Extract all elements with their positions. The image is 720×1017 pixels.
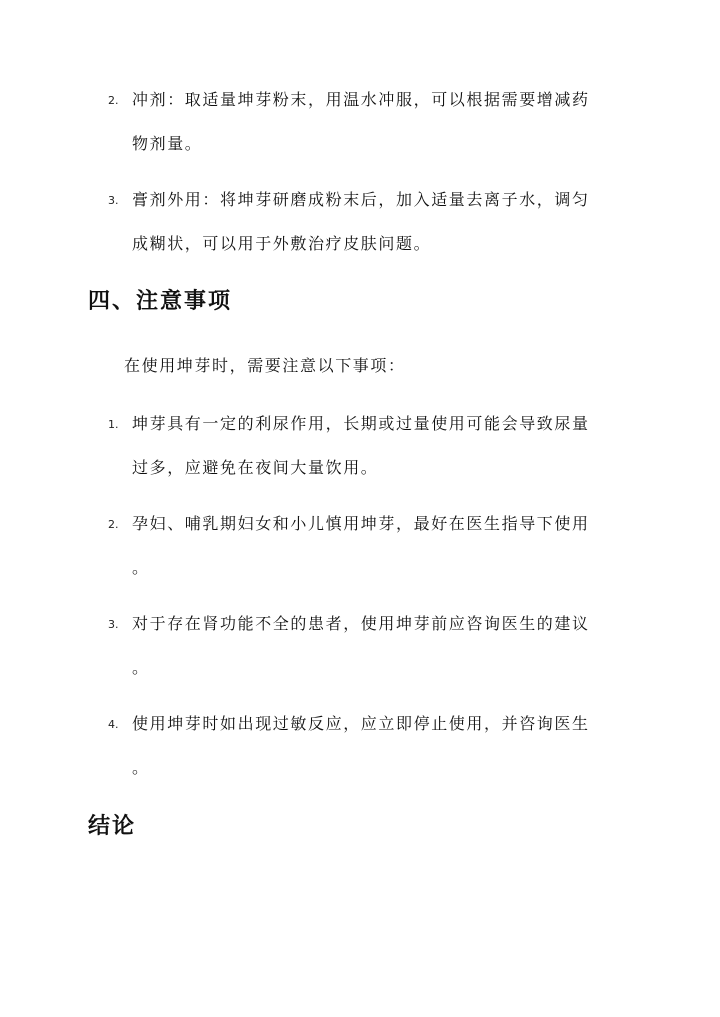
list-item-text-continuation: 。 bbox=[132, 658, 150, 677]
list-item-text: 对于存在肾功能不全的患者，使用坤芽前应咨询医生的建议 bbox=[132, 614, 590, 633]
list-item-text: 使用坤芽时如出现过敏反应，应立即停止使用，并咨询医生 bbox=[132, 714, 590, 733]
section-intro: 在使用坤芽时，需要注意以下事项： bbox=[124, 356, 406, 375]
list-item-text: 膏剂外用：将坤芽研磨成粉末后，加入适量去离子水，调匀 bbox=[132, 190, 590, 209]
list-item-text-continuation: 。 bbox=[132, 758, 150, 777]
list-item-number: 4. bbox=[108, 718, 119, 731]
list-item-text-continuation: 成糊状，可以用于外敷治疗皮肤问题。 bbox=[132, 234, 432, 253]
conclusion-heading: 结论 bbox=[88, 813, 137, 839]
list-item-number: 2. bbox=[108, 94, 119, 107]
list-item-number: 2. bbox=[108, 518, 119, 531]
list-item-text-continuation: 物剂量。 bbox=[132, 134, 203, 153]
list-item-text-continuation: 。 bbox=[132, 558, 150, 577]
list-item-number: 1. bbox=[108, 418, 119, 431]
list-item-number: 3. bbox=[108, 194, 119, 207]
list-item-text: 冲剂：取适量坤芽粉末，用温水冲服，可以根据需要增减药 bbox=[132, 90, 590, 109]
section-heading: 四、注意事项 bbox=[88, 288, 233, 314]
list-item-text: 坤芽具有一定的利尿作用，长期或过量使用可能会导致尿量 bbox=[132, 414, 590, 433]
list-item-number: 3. bbox=[108, 618, 119, 631]
list-item-text: 孕妇、哺乳期妇女和小儿慎用坤芽，最好在医生指导下使用 bbox=[132, 514, 590, 533]
list-item-text-continuation: 过多，应避免在夜间大量饮用。 bbox=[132, 458, 379, 477]
